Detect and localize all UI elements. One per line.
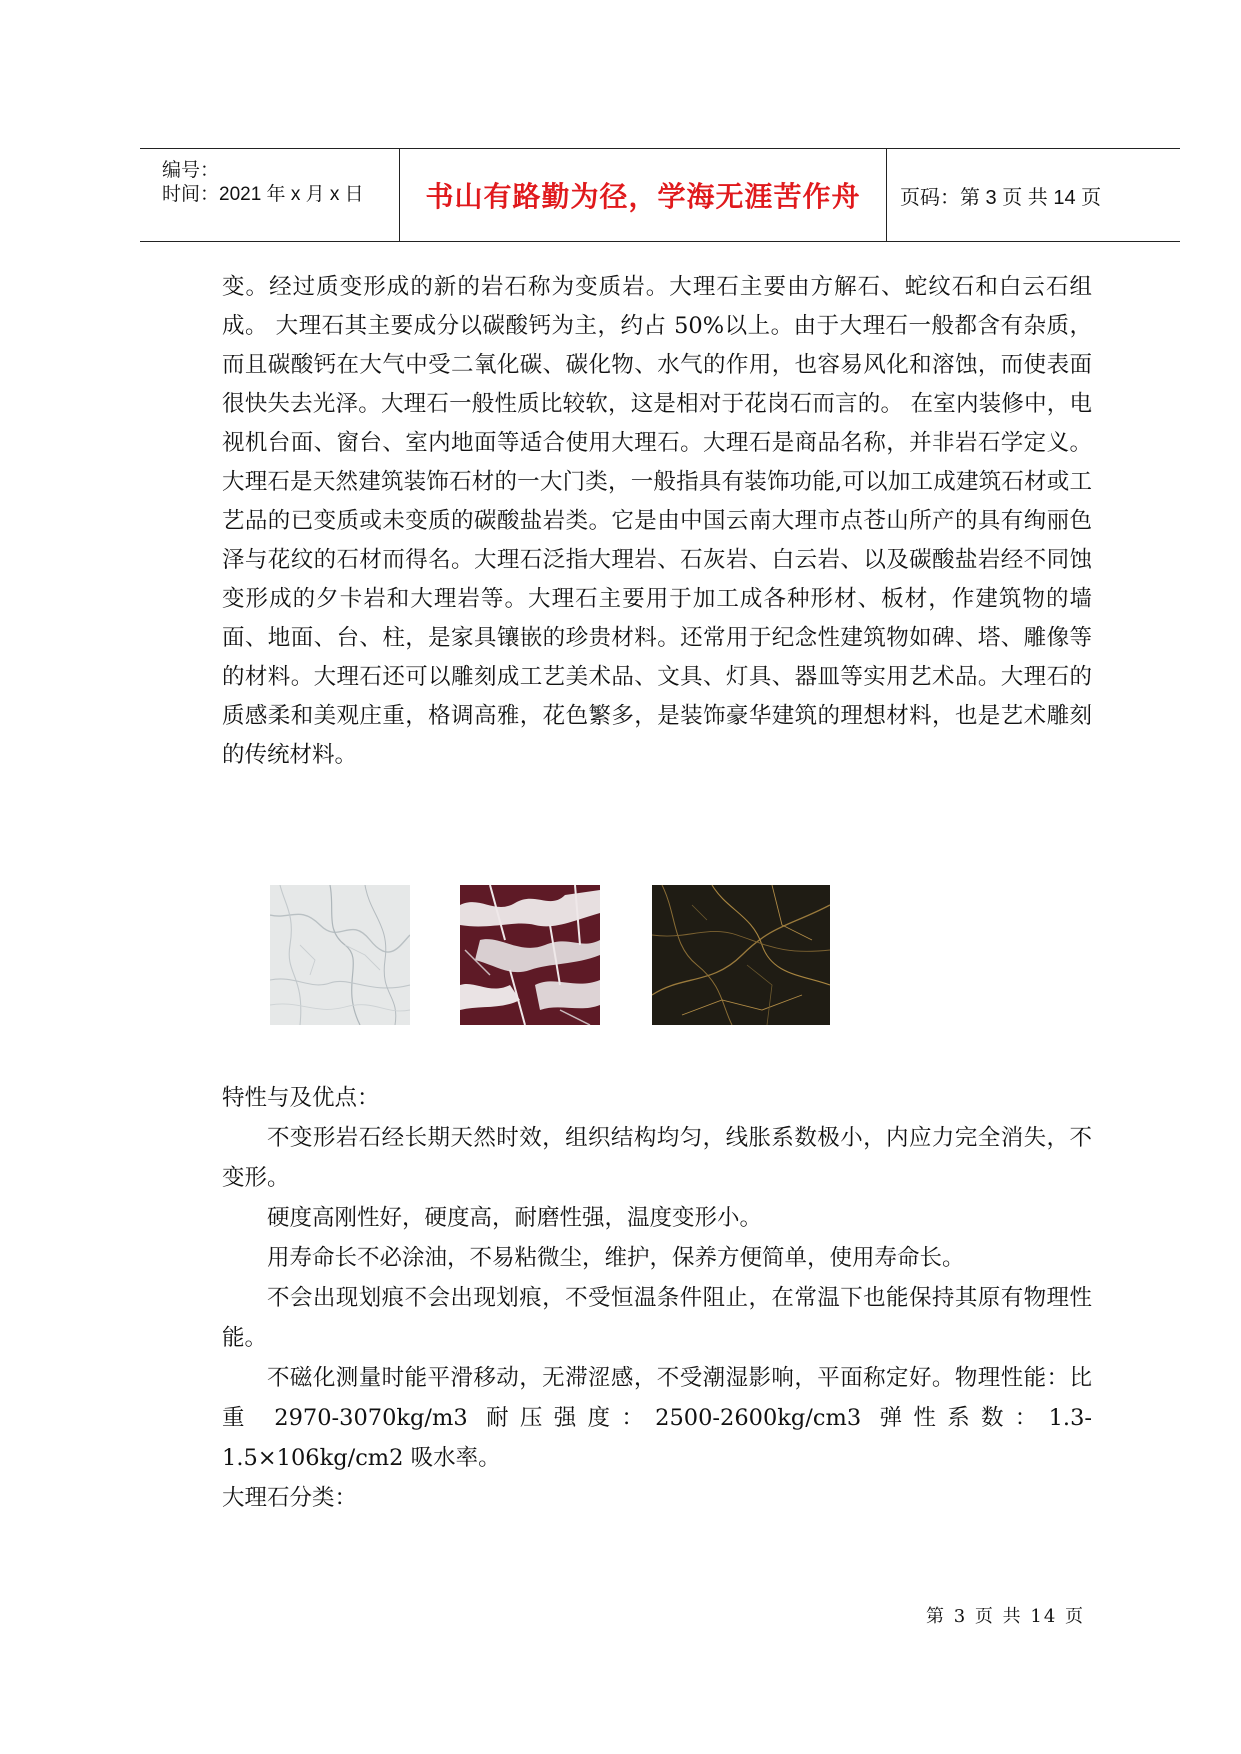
feature-item: 用寿命长不必涂油，不易粘微尘，维护，保养方便简单，使用寿命长。 [267,1245,965,1271]
marble-samples [270,885,830,1025]
features-heading: 特性与及优点： [222,1085,380,1111]
header-motto-cell [400,149,887,241]
feature-item: 不会出现划痕不会出现划痕，不受恒温条件阻止，在常温下也能保持其原有物理性能。 [222,1285,1092,1351]
features-section [222,1078,1092,1518]
feature-item: 硬度高刚性好，硬度高，耐磨性强，温度变形小。 [267,1205,763,1231]
body-paragraph: 变。经过质变形成的新的岩石称为变质岩。大理石主要由方解石、蛇纹石和白云石组成。 大理石其主要成分以碳酸钙为主，约占 50%以上。由于大理石一般都含有杂质，而且碳酸钙在大气中受二氧化碳、碳化物、水气的作用，也容易风化和溶蚀，而使表面很快失去光泽。大理石一般性质比较软，这是相对于花岗石而言的。 在室内装修中，电视机台面、窗台、室内地面等适合使用大理石。大理石是商品名称，并非岩石学定义。大理石是天然建筑装饰石材的一大门类，一般指具有装饰功能,可以加工成建筑石材或工艺品的已变质或未变质的碳酸盐岩类。它是由中国云南大理市点苍山所产的具有绚丽色泽与花纹的石材而得名。大理石泛指大理岩、石灰岩、白云岩、以及碳酸盐岩经不同蚀变形成的夕卡岩和大理岩等。大理石主要用于加工成各种形材、板材，作建筑物的墙面、地面、台、柱，是家具镶嵌的珍贵材料。还常用于纪念性建筑物如碑、塔、雕像等的材料。大理石还可以雕刻成工艺美术品、文具、灯具、器皿等实用艺术品。大理石的质感柔和美观庄重，格调高雅，花色繁多，是装饰豪华建筑的理想材料，也是艺术雕刻的传统材料。 [222,274,1092,768]
white-marble-image [270,885,410,1025]
document-number-label: 编号： [162,160,220,181]
classification-heading: 大理石分类： [222,1485,358,1511]
red-marble-image [460,885,600,1025]
feature-item: 不变形岩石经长期天然时效，组织结构均匀，线胀系数极小，内应力完全消失，不变形。 [222,1125,1092,1191]
document-date-label: 时间：2021 年 x 月 x 日 [162,184,364,205]
header-meta-cell [154,149,400,241]
main-body [222,268,1092,775]
page-footer: 第 3 页 共 14 页 [926,1606,1085,1627]
header-page-cell [900,149,1101,241]
black-marble-image [652,885,830,1025]
feature-item: 不磁化测量时能平滑移动，无滞涩感，不受潮湿影响，平面称定好。物理性能：比重 2970-3070kg/m3 耐压强度：2500-2600kg/cm3 弹性系数：1.3-1.5×106kg/cm2 吸水率。 [222,1365,1092,1471]
header-motto: 书山有路勤为径，学海无涯苦作舟 [425,180,861,213]
header-page-label: 页码：第 3 页 共 14 页 [900,186,1102,209]
document-header [140,148,1180,242]
